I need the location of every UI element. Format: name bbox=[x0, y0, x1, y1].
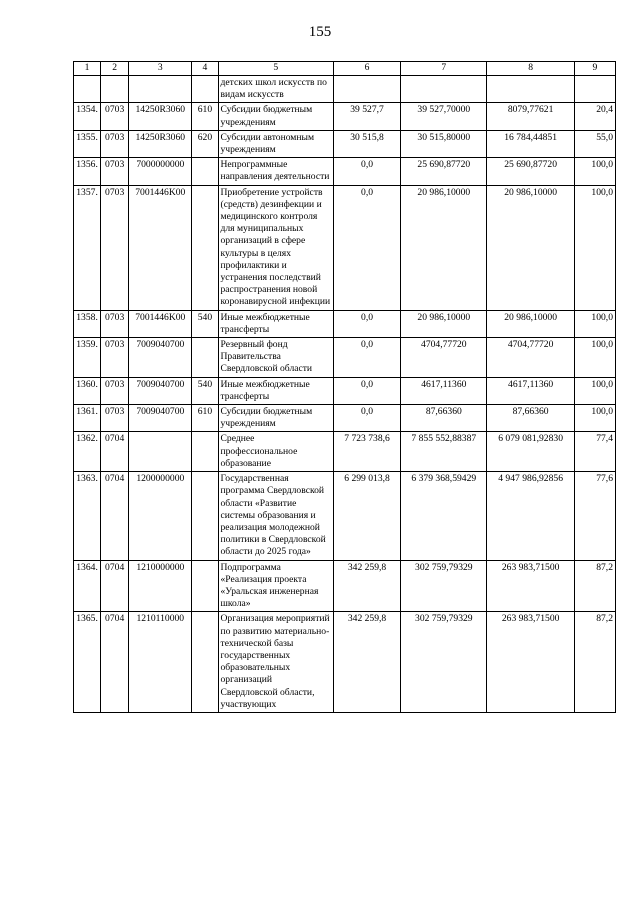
expense-type-code bbox=[192, 338, 218, 378]
column-header: 3 bbox=[129, 62, 192, 76]
planned-amount: 0,0 bbox=[333, 158, 400, 185]
executed-amount bbox=[487, 76, 574, 103]
target-article-code: 7009040700 bbox=[129, 377, 192, 404]
planned-amount: 0,0 bbox=[333, 338, 400, 378]
item-name: Субсидии бюджетным учреждениям bbox=[218, 405, 333, 432]
planned-amount: 6 299 013,8 bbox=[333, 472, 400, 560]
item-name: Организация мероприятий по развитию материально-технической базы государственных образовательных организаций Свердловской области, участвующих bbox=[218, 612, 333, 713]
column-header: 8 bbox=[487, 62, 574, 76]
row-number: 1359. bbox=[74, 338, 101, 378]
executed-amount: 16 784,44851 bbox=[487, 130, 574, 157]
item-name: Подпрограмма «Реализация проекта «Уральская инженерная школа» bbox=[218, 560, 333, 612]
execution-percent: 100,0 bbox=[574, 185, 615, 310]
section-code: 0703 bbox=[101, 405, 129, 432]
item-name: Государственная программа Свердловской области «Развитие системы образования и реализация молодежной политики в Свердловской области до 2025 года» bbox=[218, 472, 333, 560]
executed-amount: 87,66360 bbox=[487, 405, 574, 432]
approved-amount: 6 379 368,59429 bbox=[401, 472, 487, 560]
table-row bbox=[74, 472, 616, 560]
table-row bbox=[74, 377, 616, 404]
table-row bbox=[74, 560, 616, 612]
column-header: 6 bbox=[333, 62, 400, 76]
target-article-code: 7001446K00 bbox=[129, 185, 192, 310]
executed-amount: 20 986,10000 bbox=[487, 185, 574, 310]
planned-amount: 30 515,8 bbox=[333, 130, 400, 157]
section-code bbox=[101, 76, 129, 103]
budget-table bbox=[73, 61, 616, 713]
row-number: 1364. bbox=[74, 560, 101, 612]
approved-amount: 302 759,79329 bbox=[401, 560, 487, 612]
approved-amount: 20 986,10000 bbox=[401, 310, 487, 337]
section-code: 0704 bbox=[101, 612, 129, 713]
row-number: 1360. bbox=[74, 377, 101, 404]
section-code: 0703 bbox=[101, 130, 129, 157]
table-body bbox=[74, 76, 616, 713]
row-number: 1354. bbox=[74, 103, 101, 130]
planned-amount: 0,0 bbox=[333, 405, 400, 432]
column-header: 1 bbox=[74, 62, 101, 76]
expense-type-code: 610 bbox=[192, 103, 218, 130]
expense-type-code bbox=[192, 185, 218, 310]
planned-amount: 342 259,8 bbox=[333, 612, 400, 713]
target-article-code bbox=[129, 432, 192, 472]
expense-type-code bbox=[192, 158, 218, 185]
execution-percent bbox=[574, 76, 615, 103]
planned-amount: 342 259,8 bbox=[333, 560, 400, 612]
item-name: Иные межбюджетные трансферты bbox=[218, 310, 333, 337]
item-name: Непрограммные направления деятельности bbox=[218, 158, 333, 185]
target-article-code: 1210110000 bbox=[129, 612, 192, 713]
expense-type-code bbox=[192, 76, 218, 103]
table-row bbox=[74, 405, 616, 432]
executed-amount: 263 983,71500 bbox=[487, 612, 574, 713]
expense-type-code bbox=[192, 472, 218, 560]
approved-amount: 20 986,10000 bbox=[401, 185, 487, 310]
item-name: Субсидии автономным учреждениям bbox=[218, 130, 333, 157]
item-name: Резервный фонд Правительства Свердловской области bbox=[218, 338, 333, 378]
planned-amount bbox=[333, 76, 400, 103]
row-number: 1357. bbox=[74, 185, 101, 310]
expense-type-code bbox=[192, 560, 218, 612]
target-article-code: 1200000000 bbox=[129, 472, 192, 560]
approved-amount bbox=[401, 76, 487, 103]
executed-amount: 263 983,71500 bbox=[487, 560, 574, 612]
expense-type-code: 620 bbox=[192, 130, 218, 157]
execution-percent: 100,0 bbox=[574, 377, 615, 404]
section-code: 0703 bbox=[101, 377, 129, 404]
row-number: 1362. bbox=[74, 432, 101, 472]
execution-percent: 77,4 bbox=[574, 432, 615, 472]
item-name: Субсидии бюджетным учреждениям bbox=[218, 103, 333, 130]
execution-percent: 100,0 bbox=[574, 158, 615, 185]
table-row bbox=[74, 76, 616, 103]
executed-amount: 6 079 081,92830 bbox=[487, 432, 574, 472]
target-article-code bbox=[129, 76, 192, 103]
target-article-code: 7001446K00 bbox=[129, 310, 192, 337]
execution-percent: 100,0 bbox=[574, 338, 615, 378]
target-article-code: 7009040700 bbox=[129, 405, 192, 432]
table-row bbox=[74, 310, 616, 337]
row-number bbox=[74, 76, 101, 103]
approved-amount: 4704,77720 bbox=[401, 338, 487, 378]
item-name: Среднее профессиональное образование bbox=[218, 432, 333, 472]
approved-amount: 25 690,87720 bbox=[401, 158, 487, 185]
approved-amount: 7 855 552,88387 bbox=[401, 432, 487, 472]
planned-amount: 39 527,7 bbox=[333, 103, 400, 130]
target-article-code: 14250R3060 bbox=[129, 103, 192, 130]
table-row bbox=[74, 338, 616, 378]
section-code: 0704 bbox=[101, 472, 129, 560]
item-name: детских школ искусств по видам искусств bbox=[218, 76, 333, 103]
table-row bbox=[74, 432, 616, 472]
execution-percent: 77,6 bbox=[574, 472, 615, 560]
expense-type-code: 540 bbox=[192, 377, 218, 404]
row-number: 1363. bbox=[74, 472, 101, 560]
column-header: 2 bbox=[101, 62, 129, 76]
expense-type-code: 540 bbox=[192, 310, 218, 337]
item-name: Приобретение устройств (средств) дезинфекции и медицинского контроля для муниципальных организаций в сфере культуры в целях профилактики и устранения последствий распространения новой коронавирусной инфекции bbox=[218, 185, 333, 310]
column-header: 4 bbox=[192, 62, 218, 76]
item-name: Иные межбюджетные трансферты bbox=[218, 377, 333, 404]
executed-amount: 25 690,87720 bbox=[487, 158, 574, 185]
header-row bbox=[74, 62, 616, 76]
planned-amount: 7 723 738,6 bbox=[333, 432, 400, 472]
planned-amount: 0,0 bbox=[333, 377, 400, 404]
page-number: 155 bbox=[308, 24, 332, 40]
planned-amount: 0,0 bbox=[333, 310, 400, 337]
column-header: 7 bbox=[401, 62, 487, 76]
target-article-code: 7009040700 bbox=[129, 338, 192, 378]
table-row bbox=[74, 612, 616, 713]
executed-amount: 20 986,10000 bbox=[487, 310, 574, 337]
target-article-code: 7000000000 bbox=[129, 158, 192, 185]
executed-amount: 4704,77720 bbox=[487, 338, 574, 378]
section-code: 0704 bbox=[101, 432, 129, 472]
section-code: 0703 bbox=[101, 310, 129, 337]
target-article-code: 14250R3060 bbox=[129, 130, 192, 157]
table-row bbox=[74, 103, 616, 130]
approved-amount: 4617,11360 bbox=[401, 377, 487, 404]
approved-amount: 87,66360 bbox=[401, 405, 487, 432]
row-number: 1355. bbox=[74, 130, 101, 157]
execution-percent: 55,0 bbox=[574, 130, 615, 157]
execution-percent: 100,0 bbox=[574, 405, 615, 432]
execution-percent: 100,0 bbox=[574, 310, 615, 337]
section-code: 0703 bbox=[101, 158, 129, 185]
target-article-code: 1210000000 bbox=[129, 560, 192, 612]
executed-amount: 4 947 986,92856 bbox=[487, 472, 574, 560]
row-number: 1356. bbox=[74, 158, 101, 185]
execution-percent: 87,2 bbox=[574, 612, 615, 713]
expense-type-code bbox=[192, 432, 218, 472]
section-code: 0703 bbox=[101, 185, 129, 310]
planned-amount: 0,0 bbox=[333, 185, 400, 310]
table-row bbox=[74, 130, 616, 157]
section-code: 0703 bbox=[101, 103, 129, 130]
executed-amount: 4617,11360 bbox=[487, 377, 574, 404]
approved-amount: 39 527,70000 bbox=[401, 103, 487, 130]
table-row bbox=[74, 185, 616, 310]
table-row bbox=[74, 158, 616, 185]
section-code: 0704 bbox=[101, 560, 129, 612]
row-number: 1358. bbox=[74, 310, 101, 337]
row-number: 1361. bbox=[74, 405, 101, 432]
row-number: 1365. bbox=[74, 612, 101, 713]
column-header: 5 bbox=[218, 62, 333, 76]
section-code: 0703 bbox=[101, 338, 129, 378]
approved-amount: 30 515,80000 bbox=[401, 130, 487, 157]
execution-percent: 20,4 bbox=[574, 103, 615, 130]
approved-amount: 302 759,79329 bbox=[401, 612, 487, 713]
expense-type-code bbox=[192, 612, 218, 713]
column-header: 9 bbox=[574, 62, 615, 76]
executed-amount: 8079,77621 bbox=[487, 103, 574, 130]
execution-percent: 87,2 bbox=[574, 560, 615, 612]
expense-type-code: 610 bbox=[192, 405, 218, 432]
